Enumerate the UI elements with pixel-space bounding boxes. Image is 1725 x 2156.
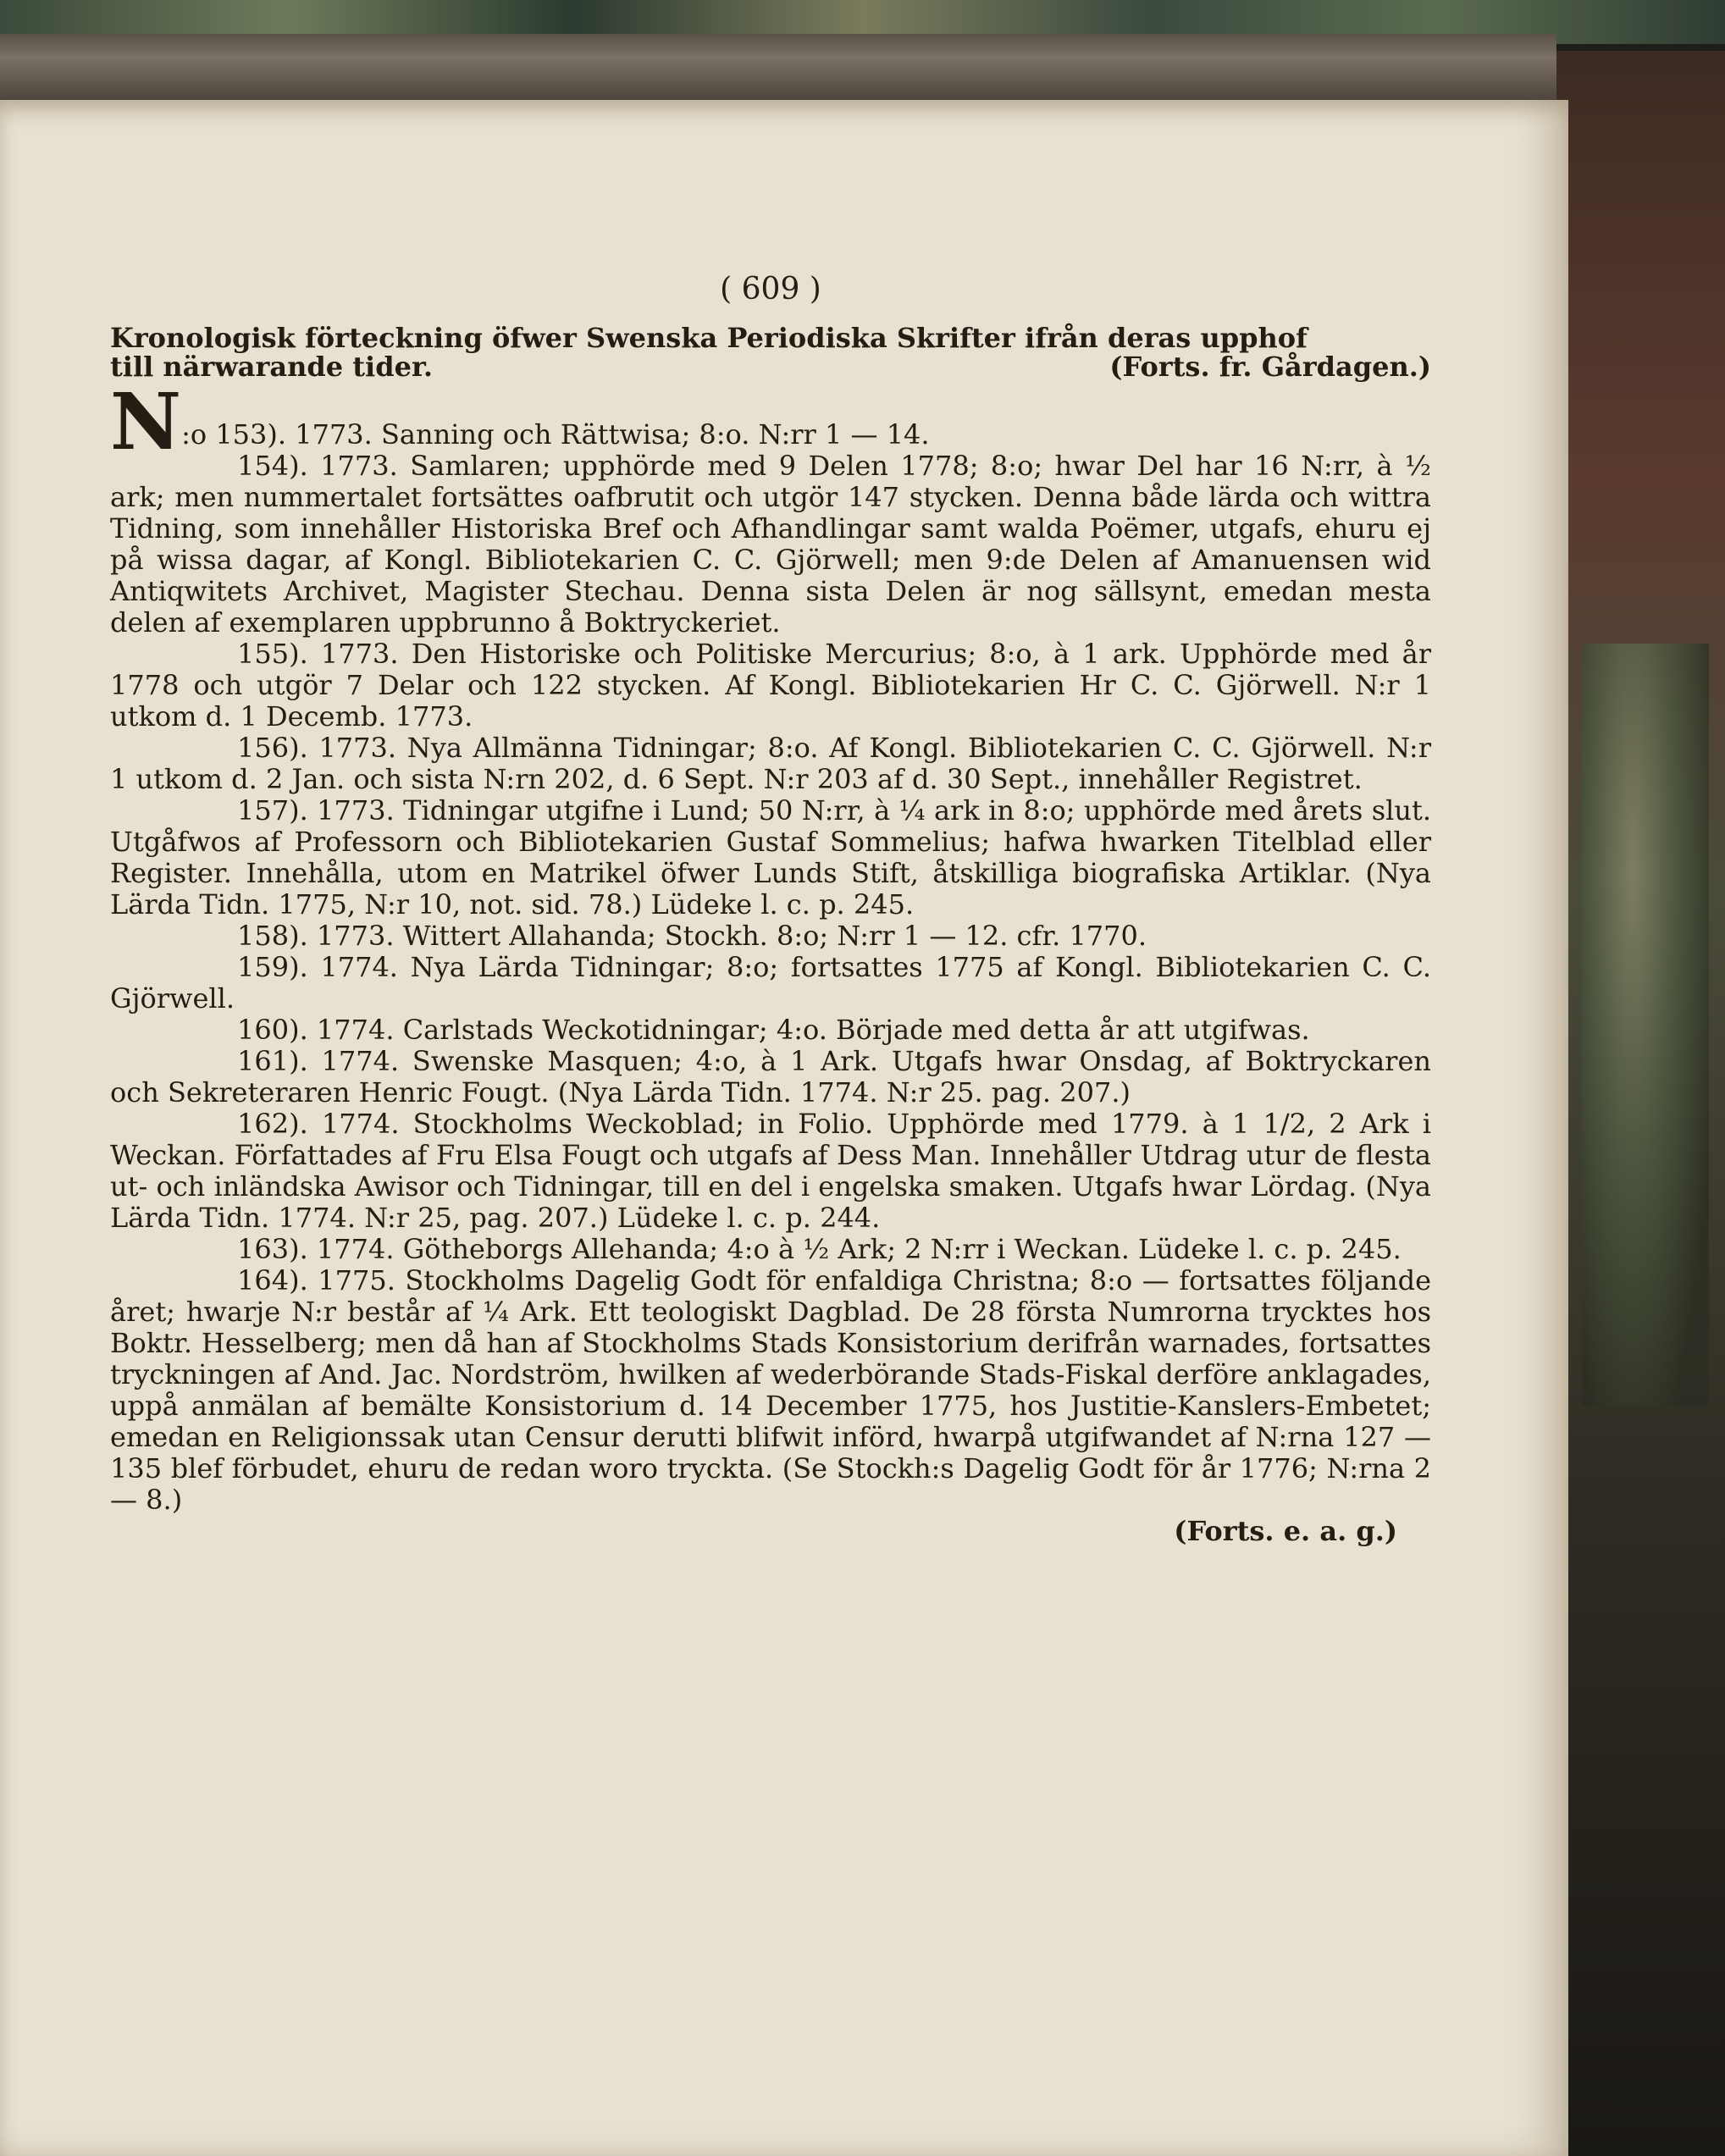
entry-161: 161). 1774. Swenske Masquen; 4:o, à 1 Ark. Utgafs hwar Onsdag, af Boktryckaren och Sekreteraren Henric Fougt. (Nya Lärda Tidn. 1774. N:r 25. pag. 207.) [110, 1045, 1431, 1108]
entry-164: 164). 1775. Stockholms Dagelig Godt för enfaldiga Christna; 8:o — fortsattes följande året; hwarje N:r består af ¼ Ark. Ett teologiskt Dagblad. De 28 första Numrorna trycktes hos Boktr. Hesselberg; men då han af Stockholms Stads Konsistorium derifrån warnades, fortsattes tryckningen af And. Jac. Nordström, hwilken af wederbörande Stads-Fiskal derföre anklagades, uppå anmälan af bemälte Konsistorium d. 14 December 1775, hos Justitie-Kanslers-Embetet; emedan en Religionssak utan Censur derutti blifwit införd, hwarpå utgifwandet af N:rna 127 — 135 blef förbudet, ehuru de redan woro tryckta. (Se Stockh:s Dagelig Godt för år 1776; N:rna 2 — 8.) [110, 1264, 1431, 1516]
continued-note: (Forts. e. a. g.) [1174, 1515, 1397, 1547]
entry-160: 160). 1774. Carlstads Weckotidningar; 4:o. Började med detta år att utgifwas. [237, 1014, 1310, 1046]
entry-154: 154). 1773. Samlaren; upphörde med 9 Delen 1778; 8:o; hwar Del har 16 N:rr, à ½ ark; men nummertalet fortsättes oafbrutit och utgör 147 stycken. Denna både lärda och wittra Tidning, som innehåller Historiska Bref och Afhandlingar samt walda Poëmer, utgafs, ehuru ej på wissa dagar, af Kongl. Bibliotekarien C. C. Gjörwell; men 9:de Delen af Amanuensen wid Antiqwitets Archivet, Magister Stechau. Denna sista Delen är nog sällsynt, emedan mesta delen af exemplaren uppbrunno å Boktryckeriet. [110, 450, 1431, 639]
entry-159: 159). 1774. Nya Lärda Tidningar; 8:o; fortsattes 1775 af Kongl. Bibliotekarien C. C. Gjörwell. [110, 951, 1431, 1014]
page-number: ( 609 ) [720, 272, 821, 307]
book-page-edges [0, 34, 1556, 102]
page-content [110, 274, 1431, 1547]
entry-163: 163). 1774. Götheborgs Allehanda; 4:o à ½ Ark; 2 N:rr i Weckan. Lüdeke l. c. p. 245. [237, 1233, 1402, 1265]
heading-title-line2: till närwarande tider. [110, 351, 433, 383]
entry-156: 156). 1773. Nya Allmänna Tidningar; 8:o. Af Kongl. Bibliotekarien C. C. Gjörwell. N:r 1 utkom d. 2 Jan. och sista N:rn 202, d. 6 Sept. N:r 203 af d. 30 Sept., innehåller Registret. [110, 732, 1431, 795]
entry-text: :o 153). 1773. Sanning och Rättwisa; 8:o. N:rr 1 — 14. [181, 418, 930, 451]
book-page [0, 100, 1568, 2156]
entry-158: 158). 1773. Wittert Allahanda; Stockh. 8:o; N:rr 1 — 12. cfr. 1770. [237, 920, 1147, 952]
book-cover-right [1556, 51, 1725, 2156]
heading-title-line1: Kronologisk förteckning öfwer Swenska Periodiska Skrifter ifrån deras upphof [110, 322, 1308, 354]
marbled-cover [1582, 644, 1709, 1406]
entry-155: 155). 1773. Den Historiske och Politiske Mercurius; 8:o, à 1 ark. Upphörde med år 1778 och utgör 7 Delar och 122 stycken. Af Kongl. Bibliotekarien Hr C. C. Gjörwell. N:r 1 utkom d. 1 Decemb. 1773. [110, 638, 1431, 732]
entry-162: 162). 1774. Stockholms Weckoblad; in Folio. Upphörde med 1779. à 1 1/2, 2 Ark i Weckan. Författades af Fru Elsa Fougt och utgafs af Dess Man. Innehåller Utdrag utur de flesta ut- och inländska Awisor och Tidningar, till en del i engelska smaken. Utgafs hwar Lördag. (Nya Lärda Tidn. 1774. N:r 25, pag. 207.) Lüdeke l. c. p. 244. [110, 1108, 1431, 1234]
drop-cap: N [110, 376, 182, 467]
entry-153 [110, 376, 1431, 467]
heading-continuation: (Forts. fr. Gårdagen.) [1109, 351, 1431, 383]
entry-157: 157). 1773. Tidningar utgifne i Lund; 50 N:rr, à ¼ ark in 8:o; upphörde med årets slut. Utgåfwos af Professorn och Bibliotekarien Gustaf Sommelius; hafwa hwarken Titelblad eller Register. Innehålla, utom en Matrikel öfwer Lunds Stift, åtskilliga biografiska Artiklar. (Nya Lärda Tidn. 1775, N:r 10, not. sid. 78.) Lüdeke l. c. p. 245. [110, 794, 1431, 920]
page-heading [110, 323, 1431, 381]
